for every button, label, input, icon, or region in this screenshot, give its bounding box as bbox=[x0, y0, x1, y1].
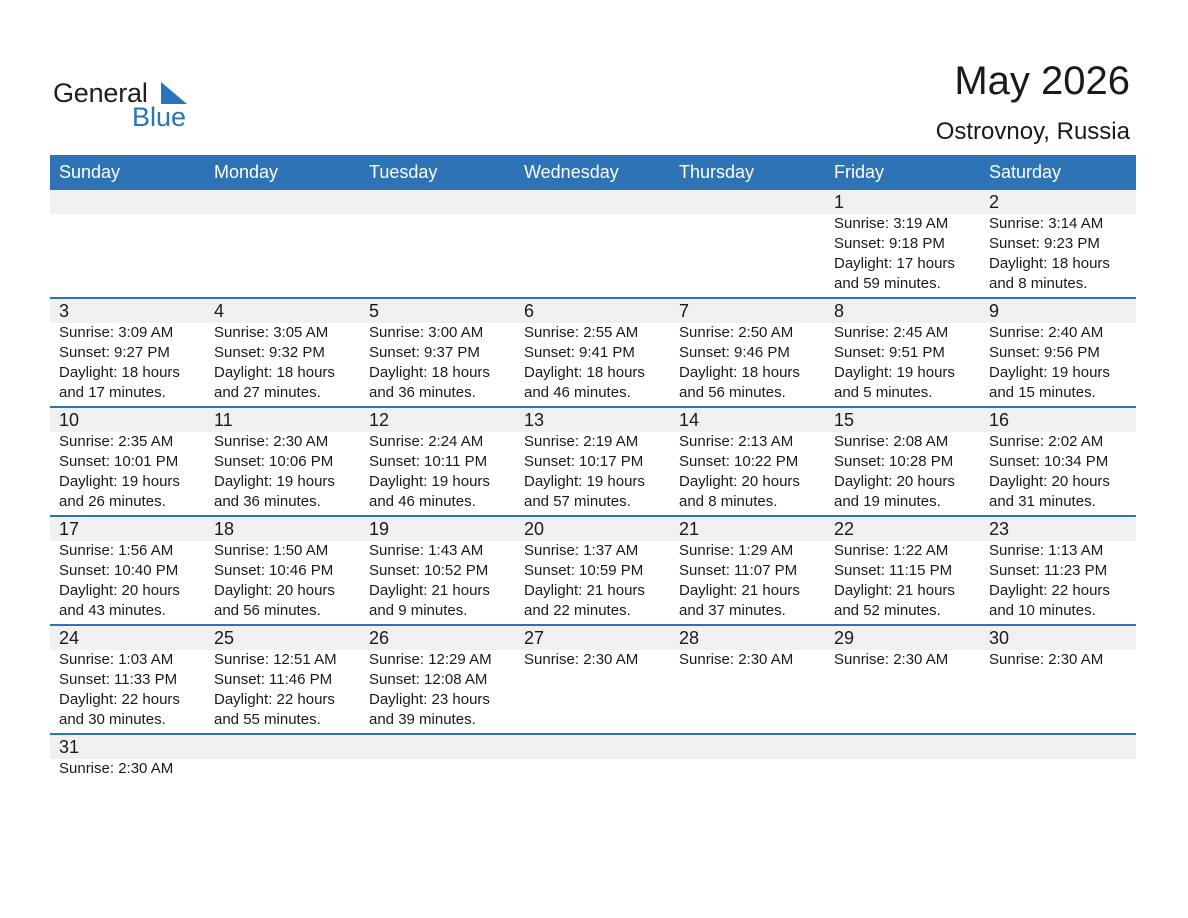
day-info-line: Daylight: 21 hours bbox=[369, 582, 490, 599]
day-cell bbox=[205, 759, 360, 779]
day-info-line: and 9 minutes. bbox=[369, 602, 468, 619]
day-details-row bbox=[50, 759, 1136, 779]
day-info-line: and 56 minutes. bbox=[679, 384, 786, 401]
logo-text-general: General bbox=[53, 78, 148, 108]
day-info-line: and 22 minutes. bbox=[524, 602, 631, 619]
day-info-line: Daylight: 22 hours bbox=[214, 691, 335, 708]
day-info-line: Sunrise: 3:00 AM bbox=[369, 324, 484, 341]
day-info-line: Sunset: 9:46 PM bbox=[679, 344, 790, 361]
day-info-line: Daylight: 18 hours bbox=[679, 364, 800, 381]
day-info-line: Sunset: 10:28 PM bbox=[834, 453, 954, 470]
day-number-bar bbox=[50, 735, 1136, 759]
day-info-line: Sunrise: 1:50 AM bbox=[214, 542, 329, 559]
day-info-line: Sunset: 10:34 PM bbox=[989, 453, 1109, 470]
day-info-line: Sunset: 9:27 PM bbox=[59, 344, 170, 361]
day-info-line: Daylight: 20 hours bbox=[59, 582, 180, 599]
day-info-line: Sunset: 9:18 PM bbox=[834, 235, 945, 252]
day-cell bbox=[360, 214, 515, 294]
day-number-bar bbox=[50, 517, 1136, 541]
day-info-line: Daylight: 19 hours bbox=[524, 473, 645, 490]
day-number: 15 bbox=[834, 410, 855, 430]
day-number: 24 bbox=[59, 628, 80, 648]
day-cell bbox=[980, 214, 1135, 294]
day-info-line: Sunrise: 1:37 AM bbox=[524, 542, 639, 559]
day-info-line: Daylight: 21 hours bbox=[524, 582, 645, 599]
day-number bbox=[50, 190, 205, 214]
day-info-line: and 19 minutes. bbox=[834, 493, 941, 510]
day-info-line: Sunrise: 2:55 AM bbox=[524, 324, 639, 341]
day-info-line: Daylight: 20 hours bbox=[214, 582, 335, 599]
day-info-line: Daylight: 23 hours bbox=[369, 691, 490, 708]
day-number: 18 bbox=[214, 519, 235, 539]
day-cell bbox=[825, 323, 980, 403]
day-cell bbox=[360, 541, 515, 621]
day-number-bar bbox=[50, 299, 1136, 323]
day-info-line: Sunset: 10:22 PM bbox=[679, 453, 799, 470]
day-info-line: and 46 minutes. bbox=[369, 493, 476, 510]
day-info-line: Sunset: 9:56 PM bbox=[989, 344, 1100, 361]
day-info-line: Daylight: 19 hours bbox=[834, 364, 955, 381]
day-info-line: Sunset: 9:51 PM bbox=[834, 344, 945, 361]
weekday-tuesday: Tuesday bbox=[369, 162, 438, 182]
day-cell bbox=[515, 541, 670, 621]
day-cell bbox=[360, 323, 515, 403]
day-number: 5 bbox=[369, 301, 380, 321]
day-cell bbox=[980, 541, 1135, 621]
day-info-line: Sunset: 11:23 PM bbox=[989, 562, 1108, 579]
day-number bbox=[670, 190, 825, 214]
day-cell bbox=[50, 323, 205, 403]
day-number: 8 bbox=[834, 301, 845, 321]
day-cell bbox=[50, 432, 205, 512]
day-info-line: Daylight: 18 hours bbox=[989, 255, 1110, 272]
day-number: 31 bbox=[59, 737, 80, 757]
day-number-bar bbox=[50, 408, 1136, 432]
day-number: 22 bbox=[834, 519, 855, 539]
day-info-line: and 30 minutes. bbox=[59, 711, 166, 728]
day-number bbox=[825, 735, 980, 759]
day-info-line: Sunrise: 2:02 AM bbox=[989, 433, 1104, 450]
page-title: May 2026 bbox=[954, 59, 1130, 103]
day-info-line: Daylight: 19 hours bbox=[59, 473, 180, 490]
calendar-week-row bbox=[50, 735, 1136, 844]
day-info-line: and 8 minutes. bbox=[989, 275, 1088, 292]
day-number: 16 bbox=[989, 410, 1010, 430]
weekday-friday: Friday bbox=[834, 162, 885, 182]
day-info-line: Daylight: 20 hours bbox=[679, 473, 800, 490]
day-info-line: Sunrise: 12:51 AM bbox=[214, 651, 337, 668]
day-info-line: Sunset: 11:15 PM bbox=[834, 562, 953, 579]
day-info-line: Sunrise: 3:19 AM bbox=[834, 215, 949, 232]
day-info-line: Daylight: 18 hours bbox=[214, 364, 335, 381]
day-cell bbox=[360, 650, 515, 730]
day-cell bbox=[50, 759, 205, 779]
day-info-line: Sunrise: 2:30 AM bbox=[524, 651, 639, 668]
day-info-line: Sunrise: 2:13 AM bbox=[679, 433, 794, 450]
day-info-line: Sunrise: 2:30 AM bbox=[989, 651, 1104, 668]
day-info-line: Sunset: 9:32 PM bbox=[214, 344, 325, 361]
day-info-line: Sunset: 9:23 PM bbox=[989, 235, 1100, 252]
weekday-saturday: Saturday bbox=[989, 162, 1062, 182]
day-cell bbox=[515, 759, 670, 779]
day-info-line: Daylight: 17 hours bbox=[834, 255, 955, 272]
day-info-line: Daylight: 22 hours bbox=[989, 582, 1110, 599]
day-cell bbox=[670, 650, 825, 730]
day-info-line: Sunset: 10:52 PM bbox=[369, 562, 489, 579]
day-info-line: Sunset: 11:07 PM bbox=[679, 562, 798, 579]
logo-text-blue: Blue bbox=[132, 102, 187, 132]
day-cell bbox=[515, 214, 670, 294]
day-number: 19 bbox=[369, 519, 390, 539]
day-cell bbox=[980, 432, 1135, 512]
weekday-thursday: Thursday bbox=[679, 162, 755, 182]
day-number: 6 bbox=[524, 301, 535, 321]
day-info-line: Sunrise: 1:03 AM bbox=[59, 651, 174, 668]
day-number: 30 bbox=[989, 628, 1010, 648]
day-info-line: Daylight: 22 hours bbox=[59, 691, 180, 708]
day-cell bbox=[825, 541, 980, 621]
day-info-line: and 56 minutes. bbox=[214, 602, 321, 619]
day-details-row bbox=[50, 432, 1136, 512]
day-cell bbox=[205, 432, 360, 512]
day-number bbox=[515, 190, 670, 214]
day-cell bbox=[205, 541, 360, 621]
day-cell bbox=[670, 759, 825, 779]
day-info-line: and 57 minutes. bbox=[524, 493, 631, 510]
day-cell bbox=[50, 541, 205, 621]
day-number bbox=[205, 190, 360, 214]
day-info-line: Sunrise: 1:56 AM bbox=[59, 542, 174, 559]
day-number: 21 bbox=[679, 519, 700, 539]
day-info-line: Sunrise: 2:40 AM bbox=[989, 324, 1104, 341]
day-info-line: Sunset: 10:17 PM bbox=[524, 453, 644, 470]
day-info-line: Daylight: 18 hours bbox=[59, 364, 180, 381]
day-info-line: Daylight: 19 hours bbox=[214, 473, 335, 490]
day-cell bbox=[50, 214, 205, 294]
day-number: 27 bbox=[524, 628, 545, 648]
day-cell bbox=[980, 650, 1135, 730]
day-cell bbox=[670, 432, 825, 512]
day-info-line: and 31 minutes. bbox=[989, 493, 1096, 510]
weekday-sunday: Sunday bbox=[59, 162, 121, 182]
day-cell bbox=[360, 432, 515, 512]
day-cell bbox=[515, 650, 670, 730]
day-number bbox=[360, 735, 515, 759]
day-info-line: Sunrise: 1:43 AM bbox=[369, 542, 484, 559]
day-cell bbox=[515, 323, 670, 403]
day-info-line: Sunset: 9:41 PM bbox=[524, 344, 635, 361]
day-cell bbox=[50, 650, 205, 730]
day-cell bbox=[980, 323, 1135, 403]
day-info-line: Sunrise: 2:45 AM bbox=[834, 324, 949, 341]
day-info-line: and 10 minutes. bbox=[989, 602, 1096, 619]
day-info-line: and 27 minutes. bbox=[214, 384, 321, 401]
day-number: 13 bbox=[524, 410, 545, 430]
day-info-line: Sunset: 12:08 AM bbox=[369, 671, 488, 688]
day-info-line: and 55 minutes. bbox=[214, 711, 321, 728]
day-info-line: and 17 minutes. bbox=[59, 384, 166, 401]
day-number: 23 bbox=[989, 519, 1010, 539]
calendar-week-row bbox=[50, 408, 1136, 517]
day-cell bbox=[825, 650, 980, 730]
day-info-line: Sunrise: 2:30 AM bbox=[214, 433, 329, 450]
day-cell bbox=[825, 759, 980, 779]
day-info-line: Sunrise: 2:19 AM bbox=[524, 433, 639, 450]
day-number-bar bbox=[50, 190, 1136, 214]
day-details-row bbox=[50, 323, 1136, 403]
day-info-line: and 36 minutes. bbox=[214, 493, 321, 510]
day-info-line: Daylight: 20 hours bbox=[989, 473, 1110, 490]
day-number bbox=[670, 735, 825, 759]
weekday-monday: Monday bbox=[214, 162, 279, 182]
day-info-line: Sunset: 10:40 PM bbox=[59, 562, 179, 579]
day-number: 12 bbox=[369, 410, 390, 430]
day-cell bbox=[205, 650, 360, 730]
day-info-line: Sunset: 10:11 PM bbox=[369, 453, 488, 470]
day-info-line: Daylight: 18 hours bbox=[369, 364, 490, 381]
day-info-line: Sunrise: 1:29 AM bbox=[679, 542, 794, 559]
day-info-line: Daylight: 19 hours bbox=[369, 473, 490, 490]
day-info-line: and 59 minutes. bbox=[834, 275, 941, 292]
day-info-line: and 43 minutes. bbox=[59, 602, 166, 619]
calendar-week-row bbox=[50, 190, 1136, 299]
day-number: 9 bbox=[989, 301, 1000, 321]
day-info-line: Sunrise: 3:05 AM bbox=[214, 324, 329, 341]
day-number: 2 bbox=[989, 192, 1000, 212]
day-info-line: Daylight: 18 hours bbox=[524, 364, 645, 381]
day-details-row bbox=[50, 214, 1136, 294]
day-info-line: Sunset: 10:46 PM bbox=[214, 562, 334, 579]
day-info-line: Sunrise: 2:24 AM bbox=[369, 433, 484, 450]
day-number bbox=[360, 190, 515, 214]
day-cell bbox=[980, 759, 1135, 779]
calendar-week-row bbox=[50, 299, 1136, 408]
day-info-line: and 39 minutes. bbox=[369, 711, 476, 728]
day-info-line: and 26 minutes. bbox=[59, 493, 166, 510]
day-info-line: Sunrise: 2:30 AM bbox=[834, 651, 949, 668]
day-details-row bbox=[50, 650, 1136, 730]
day-info-line: and 8 minutes. bbox=[679, 493, 778, 510]
day-info-line: and 36 minutes. bbox=[369, 384, 476, 401]
day-number: 11 bbox=[214, 410, 233, 430]
day-info-line: Sunrise: 2:30 AM bbox=[59, 760, 174, 777]
day-number-bar bbox=[50, 626, 1136, 650]
day-info-line: Sunrise: 3:09 AM bbox=[59, 324, 174, 341]
logo-triangle-icon bbox=[159, 82, 189, 104]
day-info-line: Sunset: 10:06 PM bbox=[214, 453, 334, 470]
day-number: 28 bbox=[679, 628, 700, 648]
day-cell bbox=[205, 323, 360, 403]
calendar-grid bbox=[50, 190, 1136, 844]
day-info-line: Sunset: 11:33 PM bbox=[59, 671, 178, 688]
calendar-week-row bbox=[50, 626, 1136, 735]
day-cell bbox=[205, 214, 360, 294]
day-number: 20 bbox=[524, 519, 545, 539]
day-number bbox=[980, 735, 1135, 759]
day-number: 10 bbox=[59, 410, 80, 430]
day-number: 3 bbox=[59, 301, 70, 321]
day-cell bbox=[515, 432, 670, 512]
brand-logo bbox=[53, 78, 193, 130]
day-info-line: Sunset: 9:37 PM bbox=[369, 344, 480, 361]
day-info-line: and 37 minutes. bbox=[679, 602, 786, 619]
day-cell bbox=[670, 323, 825, 403]
day-number: 29 bbox=[834, 628, 855, 648]
weekday-wednesday: Wednesday bbox=[524, 162, 619, 182]
day-info-line: Sunrise: 1:13 AM bbox=[989, 542, 1104, 559]
day-number: 17 bbox=[59, 519, 80, 539]
day-info-line: Sunset: 11:46 PM bbox=[214, 671, 333, 688]
weekday-header bbox=[50, 155, 1136, 190]
day-cell bbox=[825, 432, 980, 512]
day-cell bbox=[670, 214, 825, 294]
day-info-line: Sunrise: 1:22 AM bbox=[834, 542, 949, 559]
day-info-line: Sunset: 10:01 PM bbox=[59, 453, 179, 470]
day-number: 25 bbox=[214, 628, 235, 648]
day-number: 1 bbox=[834, 192, 845, 212]
day-number: 26 bbox=[369, 628, 390, 648]
day-cell bbox=[825, 214, 980, 294]
day-info-line: Sunrise: 2:35 AM bbox=[59, 433, 174, 450]
day-info-line: Daylight: 21 hours bbox=[679, 582, 800, 599]
day-info-line: Daylight: 19 hours bbox=[989, 364, 1110, 381]
day-info-line: and 52 minutes. bbox=[834, 602, 941, 619]
day-info-line: Sunrise: 3:14 AM bbox=[989, 215, 1104, 232]
day-number: 7 bbox=[679, 301, 690, 321]
day-info-line: Daylight: 20 hours bbox=[834, 473, 955, 490]
day-info-line: and 15 minutes. bbox=[989, 384, 1096, 401]
day-info-line: Sunset: 10:59 PM bbox=[524, 562, 644, 579]
day-info-line: Sunrise: 2:08 AM bbox=[834, 433, 949, 450]
day-info-line: and 46 minutes. bbox=[524, 384, 631, 401]
day-info-line: Daylight: 21 hours bbox=[834, 582, 955, 599]
day-cell bbox=[360, 759, 515, 779]
day-details-row bbox=[50, 541, 1136, 621]
day-number: 4 bbox=[214, 301, 225, 321]
day-number bbox=[205, 735, 360, 759]
day-info-line: and 5 minutes. bbox=[834, 384, 933, 401]
day-info-line: Sunrise: 2:50 AM bbox=[679, 324, 794, 341]
day-number bbox=[515, 735, 670, 759]
day-number: 14 bbox=[679, 410, 700, 430]
day-cell bbox=[670, 541, 825, 621]
day-info-line: Sunrise: 12:29 AM bbox=[369, 651, 492, 668]
day-info-line: Sunrise: 2:30 AM bbox=[679, 651, 794, 668]
location-subtitle: Ostrovnoy, Russia bbox=[935, 118, 1130, 145]
calendar-week-row bbox=[50, 517, 1136, 626]
